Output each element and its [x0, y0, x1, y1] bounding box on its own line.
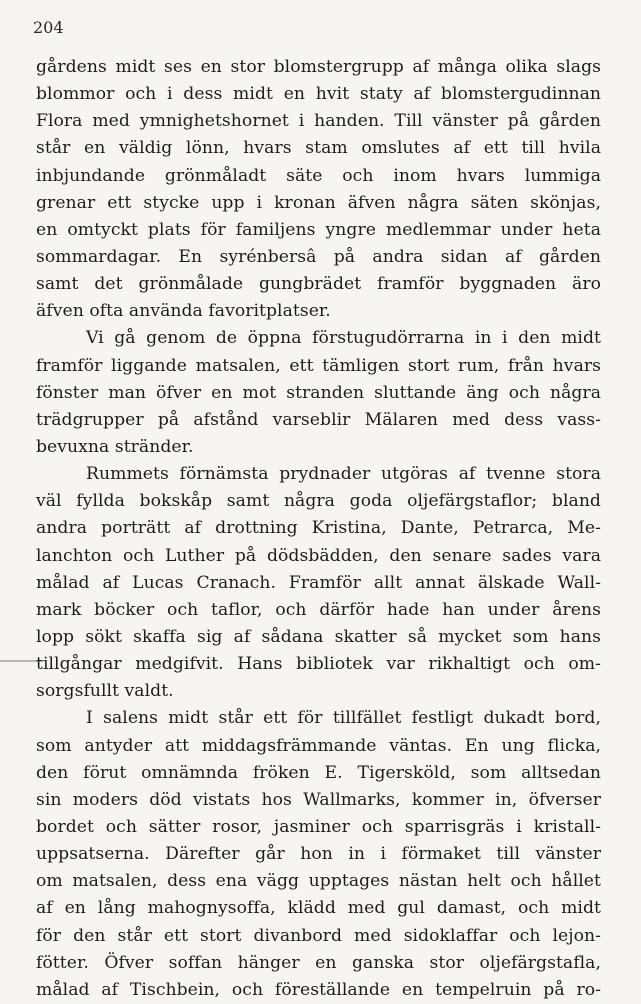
text-line: uppsatserna. Därefter går hon in i förmaket till vänster — [36, 844, 601, 865]
text-line: för den står ett stort divanbord med sidoklaffar och lejon- — [36, 925, 601, 946]
body-text — [36, 54, 601, 1004]
text-line: lopp sökt skaffa sig af sådana skatter så mycket som hans — [36, 626, 601, 647]
text-line: framför liggande matsalen, ett tämligen stort rum, från hvars — [36, 355, 601, 376]
text-line: målad af Lucas Cranach. Framför allt annat älskade Wall- — [36, 572, 601, 593]
text-line: äfven ofta använda favoritplatser. — [36, 301, 331, 322]
text-line: fötter. Öfver soffan hänger en ganska stor oljefärgstafla, — [36, 952, 601, 973]
text-line: målad af Tischbein, och föreställande en tempelruin på ro- — [36, 979, 601, 1000]
text-line: väl fyllda bokskåp samt några goda oljefärgstaflor; bland — [36, 491, 601, 512]
text-line: mark böcker och taflor, och därför hade han under årens — [36, 599, 601, 620]
text-line: fönster man öfver en mot stranden sluttande äng och några — [36, 382, 601, 403]
text-line: blommor och i dess midt en hvit staty af blomstergudinnan — [36, 84, 601, 105]
text-line: bevuxna stränder. — [36, 436, 194, 457]
page-number: 204 — [33, 18, 64, 37]
text-line: som antyder att middagsfrämmande väntas. En ung flicka, — [36, 735, 601, 756]
text-line: af en lång mahognysoffa, klädd med gul damast, och midt — [36, 898, 601, 919]
paragraph-first-line: Vi gå genom de öppna förstugudörrarna in i den midt — [86, 328, 601, 349]
text-line: om matsalen, dess ena vägg upptages nästan helt och hållet — [36, 871, 601, 892]
text-line: bordet och sätter rosor, jasminer och sparrisgräs i kristall- — [36, 816, 601, 837]
text-line: sommardagar. En syrénbersâ på andra sidan af gården — [36, 246, 601, 267]
text-line: lanchton och Luther på dödsbädden, den senare sades vara — [36, 545, 601, 566]
text-line: samt det grönmålade gungbrädet framför byggnaden äro — [36, 274, 601, 295]
paragraph-first-line: I salens midt står ett för tillfället festligt dukadt bord, — [86, 708, 601, 729]
text-line: inbjundande grönmåladt säte och inom hvars lummiga — [36, 165, 601, 186]
text-line: gårdens midt ses en stor blomstergrupp af många olika slags — [36, 57, 601, 77]
text-line: en omtyckt plats för familjens yngre medlemmar under heta — [36, 219, 601, 240]
paragraph-first-line: Rummets förnämsta prydnader utgöras af tvenne stora — [86, 464, 601, 485]
text-line: sorgsfullt valdt. — [36, 681, 174, 702]
text-line: sin moders död vistats hos Wallmarks, kommer in, öfverser — [36, 789, 601, 810]
text-line: grenar ett stycke upp i kronan äfven några säten skönjas, — [36, 192, 601, 213]
text-line: står en väldig lönn, hvars stam omslutes af ett till hvila — [36, 138, 601, 159]
text-line: andra porträtt af drottning Kristina, Dante, Petrarca, Me- — [36, 518, 601, 539]
text-line: den förut omnämnda fröken E. Tigersköld, som alltsedan — [36, 762, 601, 783]
text-line: Flora med ymnighetshornet i handen. Till vänster på gården — [36, 111, 601, 132]
text-line: tillgångar medgifvit. Hans bibliotek var rikhaltigt och om- — [36, 654, 601, 675]
text-line: trädgrupper på afstånd varseblir Mälaren med dess vass- — [36, 409, 601, 430]
